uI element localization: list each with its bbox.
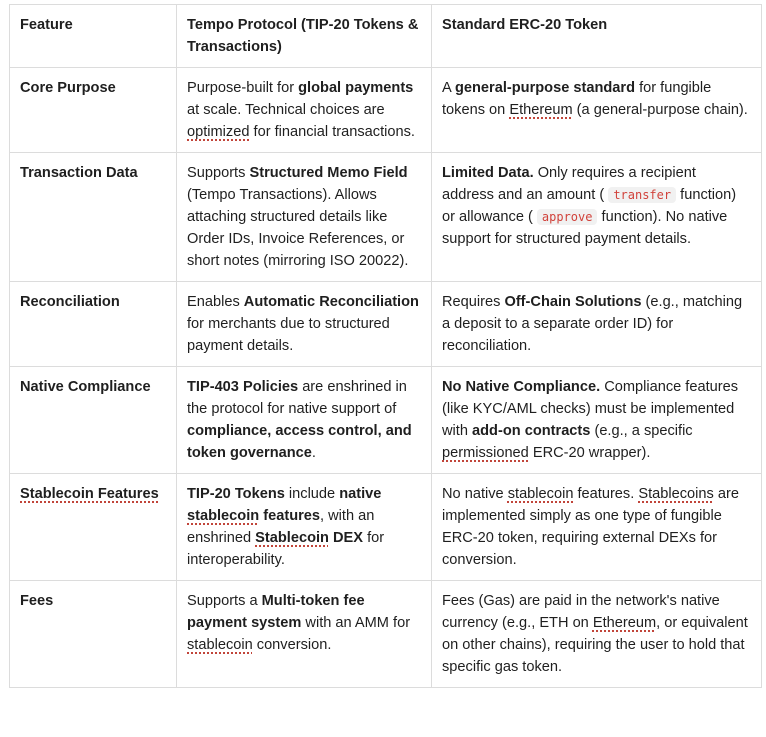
spellcheck-word: stablecoin: [507, 486, 574, 502]
feature-cell: Native Compliance: [10, 367, 177, 474]
spellcheck-word: Stablecoin Features: [20, 486, 159, 502]
erc20-cell: Limited Data. Only requires a recipient address and an amount ( transfer function) or allowance ( approve function). No native support for structured payment details.: [432, 153, 762, 282]
tempo-cell: Enables Automatic Reconciliation for merchants due to structured payment details.: [177, 282, 432, 367]
spellcheck-word: Ethereum: [592, 615, 657, 631]
feature-cell: Reconciliation: [10, 282, 177, 367]
table-row: [10, 282, 762, 367]
tempo-cell: TIP-403 Policies are enshrined in the protocol for native support of compliance, access control, and token governance.: [177, 367, 432, 474]
erc20-cell: No native stablecoin features. Stablecoins are implemented simply as one type of fungible ERC-20 token, requiring external DEXs for conversion.: [432, 474, 762, 581]
spellcheck-word: Stablecoin: [255, 530, 329, 546]
tempo-cell: Supports Structured Memo Field (Tempo Transactions). Allows attaching structured details like Order IDs, Invoice References, or short notes (mirroring ISO 20022).: [177, 153, 432, 282]
spellcheck-word: Ethereum: [509, 102, 573, 118]
erc20-cell: Requires Off-Chain Solutions (e.g., matching a deposit to a separate order ID) for reconciliation.: [432, 282, 762, 367]
header-tempo: Tempo Protocol (TIP-20 Tokens & Transactions): [177, 5, 432, 68]
tempo-cell: TIP-20 Tokens include native stablecoin features, with an enshrined Stablecoin DEX for interoperability.: [177, 474, 432, 581]
spellcheck-word: optimized: [187, 124, 250, 140]
header-erc20: Standard ERC-20 Token: [432, 5, 762, 68]
feature-cell: [10, 474, 177, 581]
header-feature: Feature: [10, 5, 177, 68]
erc20-cell: No Native Compliance. Compliance features (like KYC/AML checks) must be implemented with add-on contracts (e.g., a specific permissioned ERC-20 wrapper).: [432, 367, 762, 474]
erc20-cell: A general-purpose standard for fungible tokens on Ethereum (a general-purpose chain).: [432, 68, 762, 153]
spellcheck-word: stablecoin: [187, 637, 253, 653]
table-row: [10, 581, 762, 688]
feature-cell: Fees: [10, 581, 177, 688]
table-row: [10, 153, 762, 282]
table-row: [10, 367, 762, 474]
feature-cell: Transaction Data: [10, 153, 177, 282]
spellcheck-word: permissioned: [442, 445, 529, 461]
code-transfer: transfer: [608, 187, 676, 203]
spellcheck-word: stablecoin: [187, 508, 260, 524]
feature-cell: Core Purpose: [10, 68, 177, 153]
erc20-cell: Fees (Gas) are paid in the network's native currency (e.g., ETH on Ethereum, or equivalent on other chains), requiring the user to hold that specific gas token.: [432, 581, 762, 688]
header-row: [10, 5, 762, 68]
table-row: [10, 68, 762, 153]
spellcheck-word: Stablecoins: [638, 486, 714, 502]
tempo-cell: Purpose-built for global payments at scale. Technical choices are optimized for financial transactions.: [177, 68, 432, 153]
comparison-table: [9, 4, 762, 688]
tempo-cell: Supports a Multi-token fee payment system with an AMM for stablecoin conversion.: [177, 581, 432, 688]
table-row: [10, 474, 762, 581]
code-approve: approve: [537, 209, 598, 225]
